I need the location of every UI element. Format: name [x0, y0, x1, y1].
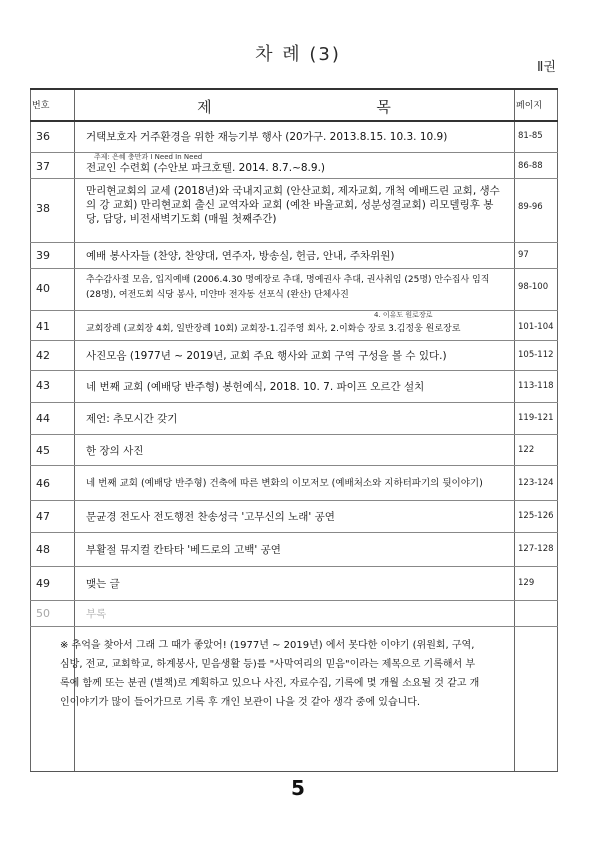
row-pages: 127-128: [518, 544, 554, 554]
column-header-number: 번호: [32, 101, 50, 111]
column-header-page: 페이지: [516, 101, 543, 111]
row-number: 41: [36, 320, 50, 333]
row-pages: 81-85: [518, 131, 543, 141]
volume-label: Ⅱ권: [537, 60, 556, 75]
table-header: [30, 90, 558, 122]
row-number: 49: [36, 577, 50, 590]
row-title: 예배 봉사자들 (찬양, 찬양대, 연주자, 방송실, 헌금, 안내, 주차위원): [86, 250, 395, 262]
row-pages: 119-121: [518, 413, 554, 423]
table-row: [30, 402, 558, 435]
appendix-note: ※ 추억을 찾아서 그래 그 때가 좋았어! (1977년 ~ 2019년) 에서 못다한 이야기 (위원회, 구역, 심방, 전교, 교회학교, 하계봉사, 믿음생활 등)를 "사막여리의 믿음"이라는 제목으로 기록해서 부록에 함께 또는 분권 (별책)로 계획하고 있으나 사진, 자료수집, 기록에 몇 개월 소요될 것 같고 개인이야기가 많이 들어가므로 기록 후 개인 보관이 나을 것 같아 생각 중에 있습니다.: [60, 640, 480, 708]
row-number: 39: [36, 249, 50, 262]
table-row: [30, 122, 558, 153]
table-row: [30, 242, 558, 269]
row-number: 50: [36, 607, 50, 620]
row-number: 47: [36, 510, 50, 523]
row-number: 38: [36, 202, 50, 215]
table-row: [30, 152, 558, 179]
table-row: [30, 500, 558, 533]
row-title: 문균경 전도사 전도행전 찬송성극 '고무신의 노래' 공연: [86, 511, 335, 523]
row-title: 사진모음 (1977년 ~ 2019년, 교회 주요 행사와 교회 구역 구성을 볼 수 있다.): [86, 350, 447, 362]
row-pages: 105-112: [518, 350, 554, 360]
row-number: 42: [36, 349, 50, 362]
row-number: 43: [36, 379, 50, 392]
row-pages: 86-88: [518, 161, 543, 171]
row-number: 48: [36, 543, 50, 556]
row-title: 맺는 글: [86, 578, 120, 590]
row-title: 추수감사절 모음, 입지예배 (2006.4.30 명예장로 추대, 명예권사 추대, 권사취임 (25명) 안수집사 임직 (28명), 여전도회 식당 봉사, 미얀마 전자동 선포식 (완산) 단체사진: [86, 275, 490, 300]
page-number: 5: [291, 776, 305, 800]
row-title: 전교인 수련회 (수안보 파크호텔. 2014. 8.7.~8.9.): [86, 162, 326, 174]
table-row: [30, 600, 558, 627]
row-pages: 113-118: [518, 381, 554, 391]
row-number: 40: [36, 282, 50, 295]
row-title: 부록: [86, 608, 107, 620]
table-row: [30, 268, 558, 311]
row-number: 46: [36, 477, 50, 490]
table-row: [30, 310, 558, 341]
row-title: 만리현교회의 교세 (2018년)와 국내지교회 (안산교회, 제자교회, 개척 예배드린 교회, 생수의 강 교회) 만리현교회 출신 교역자와 교회 (예찬 바울교회, 성분성결교회) 리모델링후 봉당, 담당, 비전새벽기도회 (매월 첫째주간): [86, 185, 500, 225]
row-number: 45: [36, 444, 50, 457]
row-note: 4. 이유도 원로장로: [374, 311, 433, 319]
row-pages: 129: [518, 578, 535, 588]
row-pages: 123-124: [518, 478, 554, 488]
table-row: [30, 532, 558, 567]
page-title: 차 례 (3): [255, 44, 341, 65]
row-pages: 98-100: [518, 282, 549, 292]
row-pages: 97: [518, 250, 529, 260]
row-title: 교회장례 (교회장 4회, 일반장례 10회) 교회장-1.김주영 회사, 2.이화승 장로 3.김정웅 원로장로: [86, 324, 461, 334]
row-pages: 89-96: [518, 202, 543, 212]
row-pages: 101-104: [518, 322, 554, 332]
row-title: 한 장의 사진: [86, 445, 144, 457]
table-row: [30, 434, 558, 466]
row-number: 37: [36, 160, 50, 173]
row-title: 네 번째 교회 (예배당 반주형) 건축에 따른 변화의 이모저모 (예배처소와 지하터파기의 뒷이야기): [86, 478, 483, 489]
row-title: 네 번째 교회 (예배당 반주형) 봉헌예식, 2018. 10. 7. 파이프 오르간 설치: [86, 381, 425, 393]
row-pages: 125-126: [518, 511, 554, 521]
row-title: 거택보호자 거주환경을 위한 재능기부 행사 (20가구. 2013.8.15. 10.3. 10.9): [86, 131, 448, 143]
table-row: [30, 340, 558, 371]
contents-table: [30, 88, 558, 772]
column-header-title: 제 목: [197, 98, 471, 116]
table-row: [30, 370, 558, 403]
table-row: [30, 566, 558, 601]
table-row: [30, 465, 558, 501]
row-title: 제언: 추모시간 갖기: [86, 413, 178, 425]
row-title: 부활절 뮤지컬 칸타타 '베드로의 고백' 공연: [86, 544, 281, 556]
row-note: 주제: 은혜 충만과 I Need In Need: [94, 153, 203, 161]
row-number: 44: [36, 412, 50, 425]
row-number: 36: [36, 130, 50, 143]
table-row: [30, 178, 558, 243]
row-pages: 122: [518, 445, 535, 455]
